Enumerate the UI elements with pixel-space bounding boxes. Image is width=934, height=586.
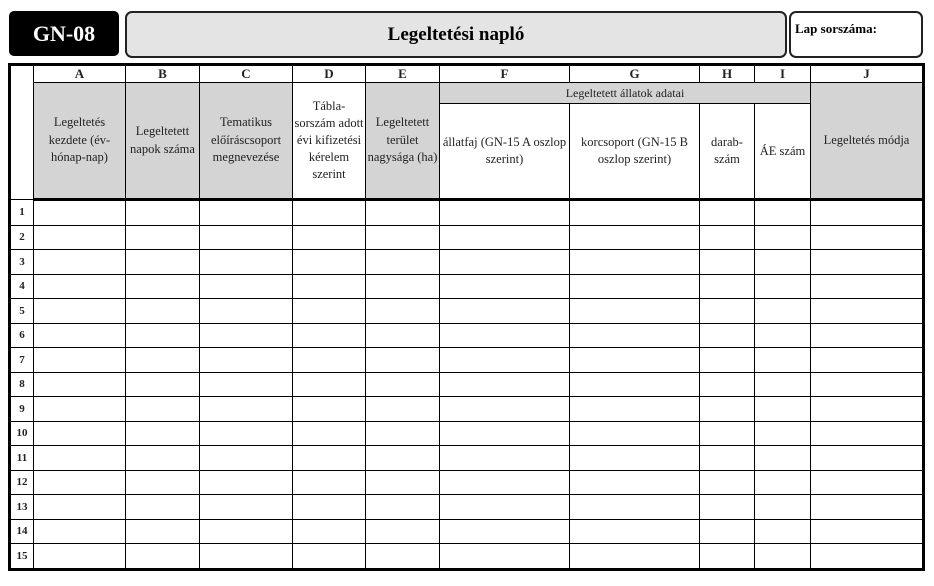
header-d: Tábla-sorszám adott évi kifizetési kérelem szerint bbox=[293, 83, 366, 200]
cell-h[interactable] bbox=[700, 397, 755, 422]
table-row bbox=[10, 446, 924, 471]
cell-i[interactable] bbox=[755, 544, 811, 570]
cell-g[interactable] bbox=[570, 519, 700, 544]
cell-e[interactable] bbox=[366, 323, 440, 348]
cell-g[interactable] bbox=[570, 274, 700, 299]
row-number: 13 bbox=[10, 495, 34, 520]
cell-f[interactable] bbox=[440, 519, 570, 544]
row-number: 10 bbox=[10, 421, 34, 446]
cell-c[interactable] bbox=[200, 299, 293, 324]
cell-e[interactable] bbox=[366, 421, 440, 446]
cell-j[interactable] bbox=[811, 299, 924, 324]
cell-j[interactable] bbox=[811, 519, 924, 544]
cell-a[interactable] bbox=[34, 495, 126, 520]
cell-h[interactable] bbox=[700, 372, 755, 397]
cell-i[interactable] bbox=[755, 225, 811, 250]
cell-h[interactable] bbox=[700, 544, 755, 570]
cell-d[interactable] bbox=[293, 519, 366, 544]
row-number: 1 bbox=[10, 200, 34, 226]
cell-g[interactable] bbox=[570, 299, 700, 324]
cell-a[interactable] bbox=[34, 274, 126, 299]
cell-h[interactable] bbox=[700, 250, 755, 275]
cell-b[interactable] bbox=[126, 495, 200, 520]
cell-b[interactable] bbox=[126, 299, 200, 324]
header-b: Legeltetett napok száma bbox=[126, 83, 200, 200]
cell-c[interactable] bbox=[200, 200, 293, 226]
column-letter-e: E bbox=[366, 65, 440, 83]
cell-i[interactable] bbox=[755, 299, 811, 324]
header-j: Legeltetés módja bbox=[811, 83, 924, 200]
table-row bbox=[10, 200, 924, 226]
cell-j[interactable] bbox=[811, 421, 924, 446]
cell-c[interactable] bbox=[200, 397, 293, 422]
header-g: korcsoport (GN-15 B oszlop szerint) bbox=[570, 104, 700, 200]
cell-c[interactable] bbox=[200, 470, 293, 495]
cell-i[interactable] bbox=[755, 470, 811, 495]
cell-h[interactable] bbox=[700, 519, 755, 544]
cell-h[interactable] bbox=[700, 348, 755, 373]
table-row bbox=[10, 421, 924, 446]
cell-i[interactable] bbox=[755, 250, 811, 275]
cell-d[interactable] bbox=[293, 299, 366, 324]
table-row bbox=[10, 323, 924, 348]
cell-a[interactable] bbox=[34, 323, 126, 348]
table-row bbox=[10, 225, 924, 250]
table-row bbox=[10, 519, 924, 544]
cell-a[interactable] bbox=[34, 446, 126, 471]
cell-j[interactable] bbox=[811, 323, 924, 348]
cell-e[interactable] bbox=[366, 519, 440, 544]
column-letter-h: H bbox=[700, 65, 755, 83]
cell-j[interactable] bbox=[811, 372, 924, 397]
cell-i[interactable] bbox=[755, 274, 811, 299]
cell-f[interactable] bbox=[440, 323, 570, 348]
cell-h[interactable] bbox=[700, 470, 755, 495]
cell-e[interactable] bbox=[366, 200, 440, 226]
cell-f[interactable] bbox=[440, 348, 570, 373]
cell-i[interactable] bbox=[755, 200, 811, 226]
cell-b[interactable] bbox=[126, 544, 200, 570]
header-group-animal-data: Legeltetett állatok adatai bbox=[440, 83, 811, 104]
cell-a[interactable] bbox=[34, 372, 126, 397]
table-row bbox=[10, 495, 924, 520]
cell-e[interactable] bbox=[366, 470, 440, 495]
header-row-group bbox=[10, 83, 924, 104]
cell-d[interactable] bbox=[293, 470, 366, 495]
row-number: 9 bbox=[10, 397, 34, 422]
cell-e[interactable] bbox=[366, 372, 440, 397]
row-number: 3 bbox=[10, 250, 34, 275]
cell-b[interactable] bbox=[126, 421, 200, 446]
cell-h[interactable] bbox=[700, 299, 755, 324]
column-letter-b: B bbox=[126, 65, 200, 83]
column-letter-g: G bbox=[570, 65, 700, 83]
cell-f[interactable] bbox=[440, 250, 570, 275]
cell-d[interactable] bbox=[293, 544, 366, 570]
cell-h[interactable] bbox=[700, 200, 755, 226]
row-number: 11 bbox=[10, 446, 34, 471]
cell-i[interactable] bbox=[755, 372, 811, 397]
column-letter-row bbox=[10, 65, 924, 83]
cell-h[interactable] bbox=[700, 323, 755, 348]
cell-h[interactable] bbox=[700, 495, 755, 520]
cell-d[interactable] bbox=[293, 348, 366, 373]
cell-b[interactable] bbox=[126, 250, 200, 275]
cell-j[interactable] bbox=[811, 397, 924, 422]
cell-i[interactable] bbox=[755, 421, 811, 446]
table-row bbox=[10, 299, 924, 324]
cell-b[interactable] bbox=[126, 519, 200, 544]
column-letter-j: J bbox=[811, 65, 924, 83]
cell-d[interactable] bbox=[293, 421, 366, 446]
cell-c[interactable] bbox=[200, 372, 293, 397]
row-number: 15 bbox=[10, 544, 34, 570]
cell-e[interactable] bbox=[366, 495, 440, 520]
cell-c[interactable] bbox=[200, 519, 293, 544]
cell-d[interactable] bbox=[293, 446, 366, 471]
cell-j[interactable] bbox=[811, 348, 924, 373]
form-code-badge: GN-08 bbox=[9, 11, 119, 56]
cell-c[interactable] bbox=[200, 495, 293, 520]
cell-b[interactable] bbox=[126, 274, 200, 299]
cell-g[interactable] bbox=[570, 544, 700, 570]
cell-c[interactable] bbox=[200, 225, 293, 250]
table-row bbox=[10, 397, 924, 422]
cell-c[interactable] bbox=[200, 274, 293, 299]
cell-g[interactable] bbox=[570, 348, 700, 373]
cell-e[interactable] bbox=[366, 274, 440, 299]
cell-f[interactable] bbox=[440, 495, 570, 520]
cell-g[interactable] bbox=[570, 225, 700, 250]
table-body bbox=[10, 200, 924, 570]
cell-i[interactable] bbox=[755, 348, 811, 373]
cell-f[interactable] bbox=[440, 200, 570, 226]
row-number: 14 bbox=[10, 519, 34, 544]
cell-f[interactable] bbox=[440, 372, 570, 397]
cell-a[interactable] bbox=[34, 250, 126, 275]
cell-f[interactable] bbox=[440, 225, 570, 250]
cell-g[interactable] bbox=[570, 397, 700, 422]
cell-a[interactable] bbox=[34, 299, 126, 324]
column-letter-a: A bbox=[34, 65, 126, 83]
table-row bbox=[10, 470, 924, 495]
cell-c[interactable] bbox=[200, 250, 293, 275]
column-letter-d: D bbox=[293, 65, 366, 83]
cell-a[interactable] bbox=[34, 470, 126, 495]
table-row bbox=[10, 544, 924, 570]
cell-d[interactable] bbox=[293, 372, 366, 397]
cell-c[interactable] bbox=[200, 323, 293, 348]
cell-d[interactable] bbox=[293, 274, 366, 299]
page-number-label: Lap sorszáma: bbox=[795, 21, 877, 36]
cell-i[interactable] bbox=[755, 519, 811, 544]
cell-c[interactable] bbox=[200, 348, 293, 373]
cell-h[interactable] bbox=[700, 446, 755, 471]
column-letter-i: I bbox=[755, 65, 811, 83]
cell-j[interactable] bbox=[811, 446, 924, 471]
cell-f[interactable] bbox=[440, 421, 570, 446]
row-number: 2 bbox=[10, 225, 34, 250]
cell-f[interactable] bbox=[440, 544, 570, 570]
row-number: 7 bbox=[10, 348, 34, 373]
cell-g[interactable] bbox=[570, 200, 700, 226]
cell-c[interactable] bbox=[200, 446, 293, 471]
header-h: darab-szám bbox=[700, 104, 755, 200]
cell-b[interactable] bbox=[126, 348, 200, 373]
cell-a[interactable] bbox=[34, 225, 126, 250]
cell-j[interactable] bbox=[811, 274, 924, 299]
row-number: 5 bbox=[10, 299, 34, 324]
cell-j[interactable] bbox=[811, 544, 924, 570]
cell-i[interactable] bbox=[755, 397, 811, 422]
cell-g[interactable] bbox=[570, 372, 700, 397]
column-letter-f: F bbox=[440, 65, 570, 83]
cell-e[interactable] bbox=[366, 250, 440, 275]
cell-d[interactable] bbox=[293, 200, 366, 226]
cell-b[interactable] bbox=[126, 372, 200, 397]
header-a: Legeltetés kezdete (év-hónap-nap) bbox=[34, 83, 126, 200]
form-title: Legeltetési napló bbox=[125, 11, 787, 58]
cell-j[interactable] bbox=[811, 200, 924, 226]
header-e: Legeltetett terület nagysága (ha) bbox=[366, 83, 440, 200]
cell-e[interactable] bbox=[366, 299, 440, 324]
cell-f[interactable] bbox=[440, 470, 570, 495]
header-f: állatfaj (GN-15 A oszlop szerint) bbox=[440, 104, 570, 200]
row-number: 6 bbox=[10, 323, 34, 348]
cell-e[interactable] bbox=[366, 348, 440, 373]
cell-i[interactable] bbox=[755, 495, 811, 520]
cell-f[interactable] bbox=[440, 397, 570, 422]
cell-b[interactable] bbox=[126, 446, 200, 471]
header-i: ÁE szám bbox=[755, 104, 811, 200]
table-row bbox=[10, 274, 924, 299]
cell-b[interactable] bbox=[126, 397, 200, 422]
cell-b[interactable] bbox=[126, 200, 200, 226]
grazing-log-table bbox=[8, 63, 925, 571]
cell-h[interactable] bbox=[700, 274, 755, 299]
row-number: 12 bbox=[10, 470, 34, 495]
row-number: 4 bbox=[10, 274, 34, 299]
cell-d[interactable] bbox=[293, 495, 366, 520]
column-letter-c: C bbox=[200, 65, 293, 83]
cell-e[interactable] bbox=[366, 397, 440, 422]
cell-b[interactable] bbox=[126, 225, 200, 250]
cell-f[interactable] bbox=[440, 299, 570, 324]
cell-j[interactable] bbox=[811, 470, 924, 495]
cell-i[interactable] bbox=[755, 323, 811, 348]
page-number-box[interactable] bbox=[789, 11, 923, 58]
cell-e[interactable] bbox=[366, 446, 440, 471]
cell-a[interactable] bbox=[34, 200, 126, 226]
cell-a[interactable] bbox=[34, 348, 126, 373]
cell-c[interactable] bbox=[200, 421, 293, 446]
cell-a[interactable] bbox=[34, 421, 126, 446]
cell-b[interactable] bbox=[126, 470, 200, 495]
cell-d[interactable] bbox=[293, 323, 366, 348]
table-row bbox=[10, 348, 924, 373]
cell-a[interactable] bbox=[34, 544, 126, 570]
cell-d[interactable] bbox=[293, 225, 366, 250]
cell-h[interactable] bbox=[700, 225, 755, 250]
cell-d[interactable] bbox=[293, 397, 366, 422]
table-row bbox=[10, 372, 924, 397]
cell-g[interactable] bbox=[570, 323, 700, 348]
cell-h[interactable] bbox=[700, 421, 755, 446]
cell-i[interactable] bbox=[755, 446, 811, 471]
cell-d[interactable] bbox=[293, 250, 366, 275]
table-row bbox=[10, 250, 924, 275]
cell-a[interactable] bbox=[34, 519, 126, 544]
cell-e[interactable] bbox=[366, 544, 440, 570]
cell-e[interactable] bbox=[366, 225, 440, 250]
cell-a[interactable] bbox=[34, 397, 126, 422]
header-c: Tematikus előíráscsoport megnevezése bbox=[200, 83, 293, 200]
cell-f[interactable] bbox=[440, 446, 570, 471]
cell-g[interactable] bbox=[570, 250, 700, 275]
cell-j[interactable] bbox=[811, 250, 924, 275]
corner-cell bbox=[10, 65, 34, 200]
cell-c[interactable] bbox=[200, 544, 293, 570]
cell-g[interactable] bbox=[570, 446, 700, 471]
cell-j[interactable] bbox=[811, 225, 924, 250]
cell-g[interactable] bbox=[570, 470, 700, 495]
cell-f[interactable] bbox=[440, 274, 570, 299]
cell-g[interactable] bbox=[570, 495, 700, 520]
cell-g[interactable] bbox=[570, 421, 700, 446]
cell-b[interactable] bbox=[126, 323, 200, 348]
row-number: 8 bbox=[10, 372, 34, 397]
cell-j[interactable] bbox=[811, 495, 924, 520]
